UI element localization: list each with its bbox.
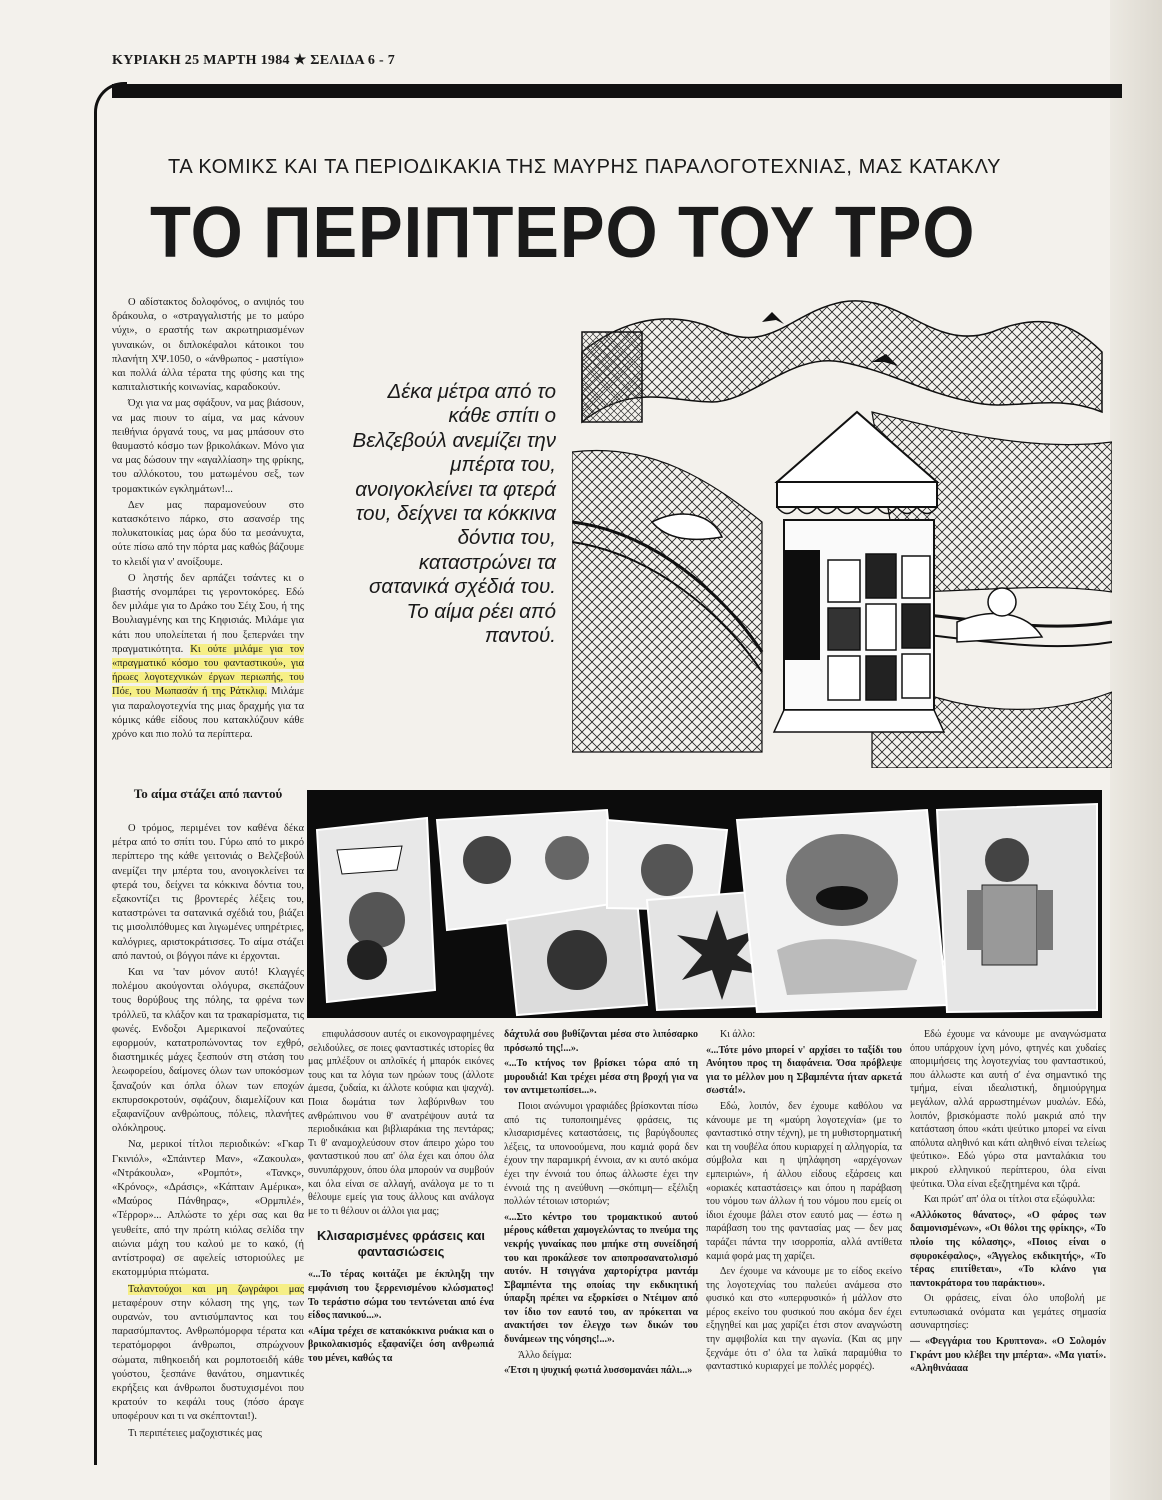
masthead: ΚΥΡΙΑΚΗ 25 ΜΑΡΤΗ 1984 ★ ΣΕΛΙΔΑ 6 - 7 (112, 53, 396, 68)
quote: δάχτυλά σου βυθίζονται μέσα στο λιπόσαρκο πρόσωπό της!...». (504, 1029, 698, 1054)
kiosk-illustration (572, 292, 1112, 768)
highlighted-text: Ταλαντούχοι και μη ζωγράφοι μας (128, 1283, 304, 1295)
quote: «...Στο κέντρο του τρομακτικού αυτού μέρους κάθεται χαμογελώντας το πνεύμα της νεκρής γυναίκας που μπήκε στη συνείδησή του και προκάλεσε τον αποπροσανατολισμό αυτόν. Η τσιγγάνα χαρτορίχτρα μαντάμ Σβαμπέντα της οποίας την εκδικητική ύπαρξη πρέπει να εξορκίσει ο Ντέιμον από τον ίδιο τον εαυτό του, αν πρόκειται να ανακτήσει τον έλεγχο των δικών του δυνάμεων της νόησης!...». (504, 1211, 698, 1346)
subhead: Το αίμα στάζει από παντού (133, 786, 283, 801)
body-paragraph: Οι φράσεις, είναι όλο υποβολή με εντυπωσιακά ονόματα και γεμάτες σημασία ασυναρτησίες: (910, 1293, 1106, 1332)
quote: «Αίμα τρέχει σε κατακόκκινα ρυάκια και ο βρικολακισμός εξαφανίζει όση ανθρωπιά του μένει, καθώς τα (308, 1325, 494, 1364)
body-paragraph: Ποιοι ανώνυμοι γραφιάδες βρίσκονται πίσω από τις τυποποιημένες φράσεις, τις κλισαρισμένες καταστάσεις, τις βαρύγδουπες λέξεις, τα υπονοούμενα, που καμιά φορά δεν έχουν την παραμικρή έννοια, αν κι αυτό ακόμα έχει την έννοιά του όπως άλλωστε έχει την έννοιά της η ανεύθυνη —σκόπιμη— εξέλιξη πολλών τέτοιων ιστοριών; (504, 1100, 698, 1208)
intro-column (112, 296, 304, 774)
kicker: ΤΑ ΚΟΜΙΚΣ ΚΑΙ ΤΑ ΠΕΡΙΟΔΙΚΑΚΙΑ ΤΗΣ ΜΑΥΡΗΣ ΠΑΡΑΛΟΓΟΤΕΧΝΙΑΣ, ΜΑΣ ΚΑΤΑΚΛΥ (168, 156, 1002, 178)
intro-text: Ο ληστής δεν αρπάζει τσάντες κι ο βιαστής σνομπάρει τις γεροντοκόρες. Εδώ δεν μιλάμε για το Δράκο του Σέιχ Σου, ή της Βουλιαγμένης και της Κηφισιάς. Μιλάμε για κάτι που υπολείπεται ή που ξεπερνάει την πραγματικότητα. (112, 572, 304, 655)
section-heading: Κλισαρισμένες φράσεις και φαντασιώσεις (316, 1228, 486, 1260)
body-column-4 (706, 1028, 902, 1458)
body-paragraph (112, 1283, 304, 1425)
body-paragraph: Εδώ έχουμε να κάνουμε με αναγνώσματα όπου υπάρχουν ίχνη μόνο, φτηνές και χυδαίες απομιμήσεις της λογοτεχνίας του φανταστικού, που άλλωστε και αυτή σ' ένα σημαντικό της τμήμα, είναι ιδεαλιστική, δημιούργημα μεγάλων, αλλά αρρωστημένων μυαλών. Εδώ, λοιπόν, βρισκόμαστε πολύ μακριά από την κατάσταση όπου «κάτι ψεύτικο μπορεί να είναι απόλυτα αληθινό και κάτι αληθινό είναι τελείως ψεύτικο». Εδώ γύρω στα μανταλάκια του μικρού ελληνικού περίπτερου, όλα είναι ψεύτικα. Όλα είναι εξεζητημένα και τζιρά. (910, 1029, 1106, 1190)
body-paragraph: Και πρώτ' απ' όλα οι τίτλοι στα εξώφυλλα: (924, 1194, 1096, 1206)
highlighted-text: Κι ούτε μιλάμε για τον «πραγματικό κόσμο του φανταστικού», για ήρωες λογοτεχνικών έργων περιωπής, του Πόε, του Μωπασάν ή της Ράτκλιφ. (112, 643, 304, 698)
body-paragraph: επιφυλάσσουν αυτές οι εικονογραφημένες σελιδούλες, σε ποιες φανταστικές ιστορίες θα μας μπλέξουν οι απλοϊκές ή μπαρόκ εικόνες τους και τα λόγια των ηρώων τους (άλλοτε άμεσα, ζυδαία, κι άλλοτε κούφια και ψαχνά). Ποια δωμάτια των λαβύρινθων του ανθρώπινου νου θ' ανατρέψουν αυτά τα περιοδικάκια και βιβλιαράκια της πεντάρας; Τι θ' αναμοχλεύσουν στον άπειρο χώρο του φανταστικού που απ' όλα έχει και όπου όλα συνυπάρχουν, όπου όλα μπορούν να συμβούν και όλα είναι σε αλλαγή, ανάλογα με το τι θέλουμε εμείς για τους άλλους και ανάλογα με το τι θέλουν οι άλλοι για μας; (308, 1029, 494, 1217)
quote: «Αλλόκοτος θάνατος», «Ο φάρος των δαιμονισμένων», «Οι θόλοι της φρίκης», «Το πλοίο της κόλασης», «Ποιος είναι ο σφυροκέφαλος», «Άγγελος εκδικητής», «Το τέρας επιτίθεται», «Το κλάνο για παντοκράτορα του παράκτιου». (910, 1209, 1106, 1289)
body-column-3 (504, 1028, 698, 1458)
body-text: μεταφέρουν στην κόλαση της γης, των ουρανών, του αντισύμπαντος και του παρασύμπαντος. Ανθρωπόμορφα τέρατα και τερατόμορφοι άνθρωποι, σπρώχνουν σώματα, πιθηκοειδή και ρομποτοειδή κάθε γούστου, ξεσπάνε θανάτου, σημαντικές εκρήξεις και άνθρωποι δυστυχισμένοι που κρατούν το κεφάλι τους (πόσο άραγε υποφέρουν και τι να σκέπτονται!). (112, 1297, 304, 1423)
illustration-graphic (572, 292, 1112, 768)
page-edge (1110, 0, 1162, 1500)
quote: «...Το κτήνος τον βρίσκει τώρα από τη μυρουδιά! Και τρέχει μέσα στη βροχή για να τον αντιμετωπίσει...». (504, 1058, 698, 1097)
body-paragraph: Τι περιπέτειες μαζοχιστικές μας (128, 1427, 262, 1439)
body-column-1 (112, 822, 304, 1452)
top-rule (112, 84, 1122, 98)
comic-strip-graphic (307, 790, 1102, 1018)
quote: «...Τότε μόνο μπορεί ν' αρχίσει το ταξίδι του Ανόητου προς τη διαφάνεια. Όσα πρόβλεψε για το μέλλον μου η Σβαμπέντα ήταν αρκετά σωστά!». (706, 1044, 902, 1097)
quote: — «Φεγγάρια του Κρυπτονα». «Ο Σολομόν Γκράντ μου κλέβει την μπέρτα». «Μα γιατί». «Αληθινάααα (910, 1336, 1106, 1375)
pull-quote: Δέκα μέτρα από το κάθε σπίτι ο Βελζεβούλ ανεμίζει την μπέρτα του, ανοιγοκλείνει τα φτερά του, δείχνει τα κόκκινα δόντια του, καταστρώνει τα σατανικά σχέδιά του. Το αίμα ρέει από παντού. (352, 380, 556, 648)
body-paragraph: Δεν έχουμε να κάνουμε με το είδος εκείνο της λογοτεχνίας του παλεύει ανάμεσα στο φυσικό και στο «υπερφυσικό» ή μάλλον στο μέρος εκείνο του φυσικού που ακόμα δεν έχει εξηγηθεί και μας χαρίζει έτσι στον αναγνώστη την αμφιβολία και την αγωνία. (Και ας μην ξεχνάμε ότι σ' όλα τα λαϊκά παραμύθια το φανταστικό κυριαρχεί με πολλές μορφές). (706, 1266, 902, 1373)
intro-paragraph: Όχι για να μας σφάξουν, να μας βιάσουν, να μας πιουν το αίμα, να μας κάνουν πειθήνια όργανά τους, να μας μπάσουν στο θαυμαστό κόσμο των βρικολάκων. Μόνο για να μας δώσουν την «αγαλλίαση» της φρίκης, του αλλόκοτου, του ματωμένου σεξ, των τρομακτικών εγκλημάτων!... (112, 398, 304, 495)
body-paragraph: Άλλο δείγμα: (518, 1349, 572, 1361)
intro-paragraph: Ο αδίστακτος δολοφόνος, ο ανιψιός του δράκουλα, ο «στραγγαλιστής με το μαύρο νύχι», ο εραστής των ακρωτηριασμένων γυναικών, οι διπλοκέφαλοι κάτοικοι του πλανήτη ΧΨ.1050, ο «άνθρωπος - μαστίγιο» και πολλά άλλα τέρατα της φύσης και της καπιταλιστικής κοινωνίας, καραδοκούν. (112, 297, 304, 394)
body-paragraph: Να, μερικοί τίτλοι περιοδικών: «Γκαρ Γκινιόλ», «Σπάιντερ Μαν», «Ζακουλα», «Ντράκουλα», «Ρομπότ», «Τανκς», «Κρόνος», «Δράσις», «Κάπταιν Αμέρικα», «Μαύρος Πάνθηρας», «Ορμπιλέ», «Τέρρορ»... Απλώστε το χέρι σας και θα γευθείτε, από την πρώτη κιόλας σελίδα την αιώνια μάχη του καλού με το κακό, (ή αντίστροφα) σε αφελείς ιστοριούλες με εκατομμύρια πτώματα. (112, 1139, 304, 1279)
quote: «...Το τέρας κοιτάζει με έκπληξη την εμφάνιση του ξερρενισμένου κλώσματος! Το τεράστιο σώμα του τεντώνεται από ένα είδος πανικού...». (308, 1269, 494, 1322)
body-paragraph: Εδώ, λοιπόν, δεν έχουμε καθόλου να κάνουμε με τη «μαύρη λογοτεχνία» (με το φανταστικό στην τέχνη), με τη μυθιστορηματική και τη νουβέλα όπου κυριαρχεί η αλληγορία, τα σύμβολα και η ψηλάφηση «αρχέγονων εμπειριών», ή άλλου είδους εξάρσεις και «οριακές καταστάσεις» και όπου η παράβαση του νόμου των άλλων ή του νόμου που εμείς οι ίδιοι έχουμε βάλει στον εαυτό μας — έστω η παράβαση του της φαντασίας μας — δεν μας ταράζει πάντα την ισορροπία, αλλά αντίθετα καμιά φορά μας τη χαρίζει. (706, 1100, 902, 1262)
quote: «Έτσι η ψυχική φωτιά λυσσομανάει πάλι...» (504, 1365, 693, 1377)
body-paragraph: Ο τρόμος, περιμένει τον καθένα δέκα μέτρα από το σπίτι του. Γύρω από το μικρό περίπτερο της κάθε γειτονιάς ο Βελζεβούλ ανεμίζει την μπέρτα του, ανοιγοκλείνει τα φτερά του, δείχνει τα κόκκινα δόντια του, εξακοντίζει τις βροντερές λέξεις του, καταστρώνει τα σατανικά σχέδιά του, βιάζει τις μισολιπόθυμες και λιγωμένες υπηρέτριες, καλόγριες, αριστοκράτισσες. Το αίμα στάζει από παντού, οι βόγγοι πάνε κι έρχονται. (112, 823, 304, 962)
comic-strip-collage (307, 790, 1102, 1018)
body-paragraph: Κι άλλο: (720, 1029, 756, 1040)
body-column-2 (308, 1028, 494, 1458)
headline: ΤΟ ΠΕΡΙΠΤΕΡΟ ΤΟΥ ΤΡΟ (150, 193, 976, 273)
intro-paragraph: Δεν μας παραμονεύουν στο κατασκότεινο πάρκο, στο ασανσέρ της πολυκατοικίας μας ώρα δύο τα μεσάνυχτα, ούτε πίσω από την πόρτα μας καθώς βάζουμε το κλειδί για ν' ανοίξουμε. (112, 499, 304, 568)
intro-text: Μιλάμε για παραλογοτεχνία της μιας δραχμής για τα κόμικς κάθε είδους που κατακλύζουν κάθε χρόνο και πιο πολύ τα περίπτερα. (112, 686, 304, 741)
intro-paragraph (112, 572, 304, 742)
body-column-5 (910, 1028, 1106, 1458)
body-paragraph: Και να 'ταν μόνον αυτό! Κλαγγές πολέμου ακούγονται ολόγυρα, σκεπάζουν τους θορύβους της πόλης, τα φρένα των τρόλλεϋ, τα κλάξον και τα τρακαρίσματα, τις φωνές. Ενδοξοι Αμερικανοί πεζοναύτες εφορμούν, κατατροπώνοντας τον εχθρό, διαστημικές μάχες ξεσπούν στη στάση του λεωφορείου, δαίμονες όλων των υποκόσμων ξαναζούν και όπλα όλων των εποχών εκπυρσοκροτούν, σφάζουν, διαμελίζουν και εξαφανίζουν ανθρώπους, πόλεις, πλανήτες ολόκληρους. (112, 967, 304, 1135)
